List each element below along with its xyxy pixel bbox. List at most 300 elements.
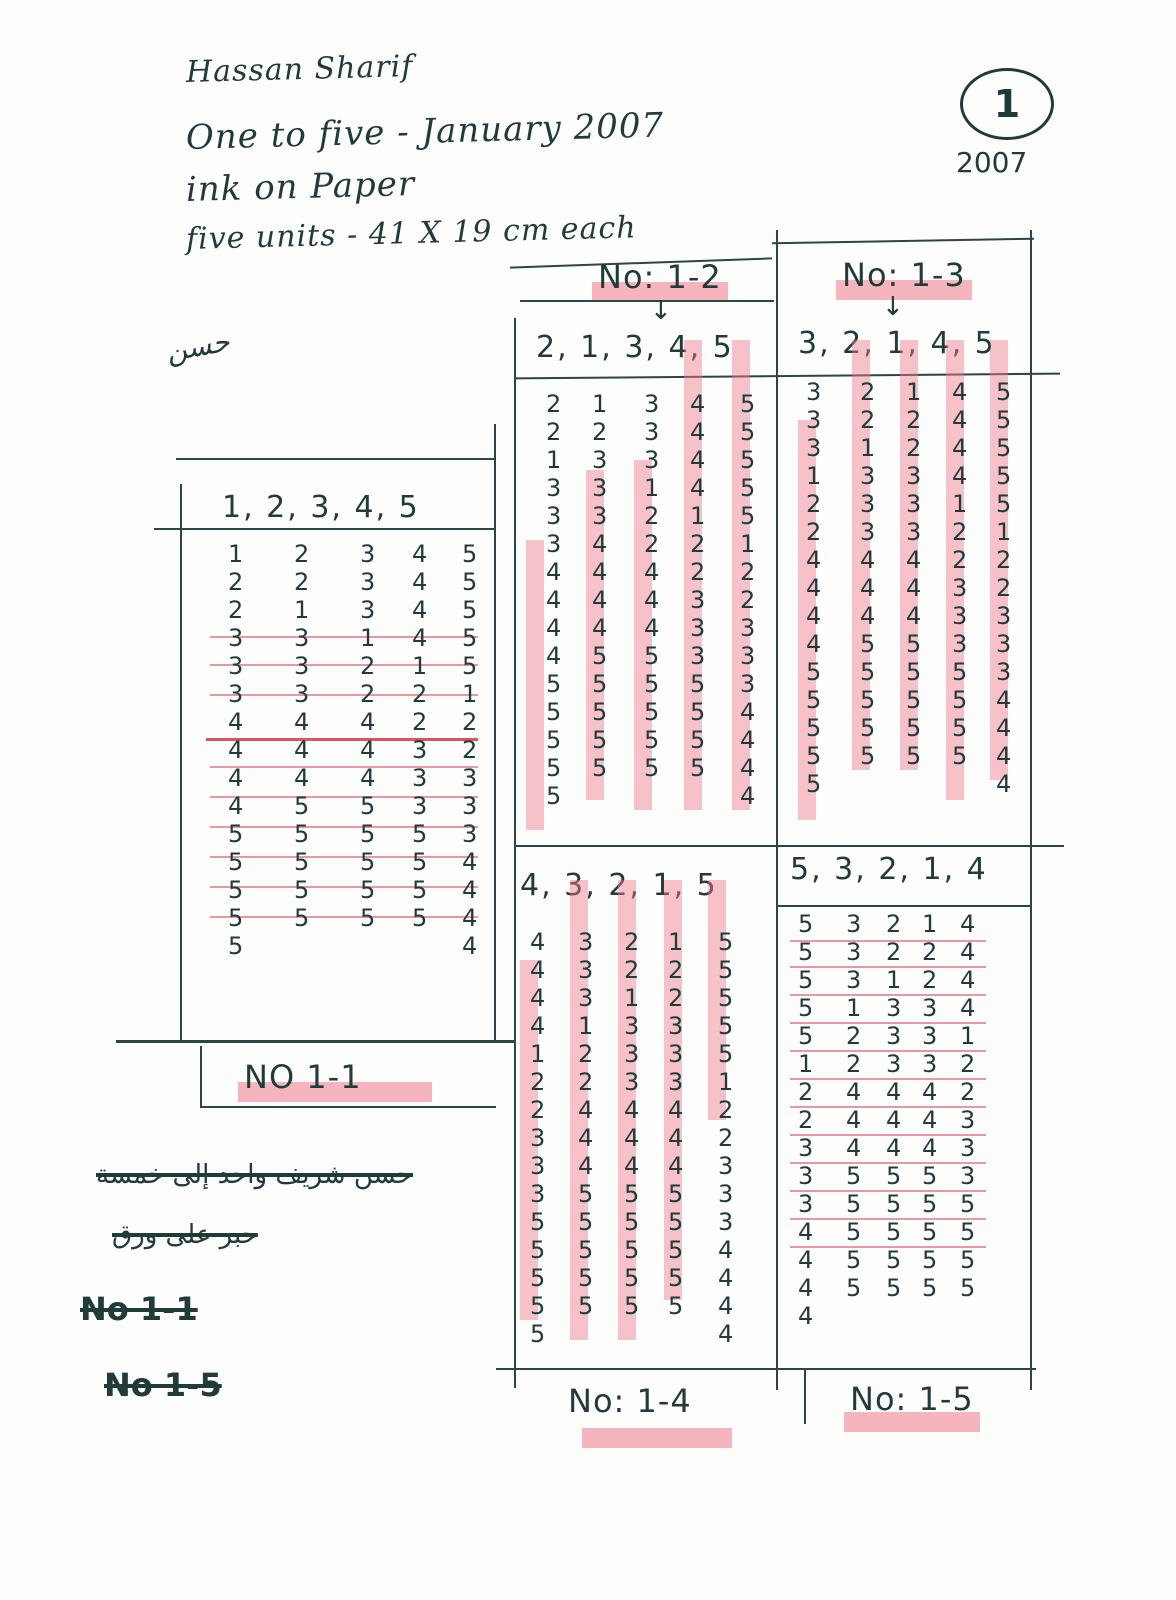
number-cell: 4: [462, 848, 478, 876]
number-cell: 1: [412, 652, 428, 680]
number-cell: 3: [546, 530, 562, 558]
number-cell: 5: [668, 1208, 684, 1236]
number-cell: 2: [530, 1068, 546, 1096]
number-cell: 3: [806, 378, 822, 406]
panel-1-3-sequence: 3, 2, 1, 4, 5: [798, 326, 996, 361]
panel-1-1-column-2: [294, 540, 309, 932]
number-cell: 5: [922, 1274, 938, 1302]
number-cell: 4: [294, 764, 310, 792]
number-cell: 2: [644, 502, 660, 530]
number-cell: 5: [798, 910, 814, 938]
number-cell: 5: [996, 434, 1012, 462]
number-cell: 4: [690, 446, 706, 474]
number-cell: 5: [360, 792, 376, 820]
number-cell: 5: [690, 726, 706, 754]
number-cell: 5: [996, 490, 1012, 518]
number-cell: 1: [592, 390, 608, 418]
arrow-down-icon: ↓: [650, 296, 672, 326]
number-cell: 4: [996, 770, 1012, 798]
number-cell: 4: [462, 876, 478, 904]
number-cell: 5: [690, 670, 706, 698]
number-cell: 3: [690, 642, 706, 670]
panel-1-5-label: No: 1-5: [850, 1380, 974, 1418]
number-cell: 2: [690, 530, 706, 558]
number-cell: 5: [718, 928, 734, 956]
number-cell: 3: [996, 602, 1012, 630]
number-cell: 5: [690, 754, 706, 782]
number-cell: 5: [922, 1162, 938, 1190]
number-cell: 2: [860, 378, 876, 406]
frame-line: [1030, 230, 1032, 1390]
number-cell: 3: [690, 586, 706, 614]
number-cell: 5: [860, 742, 876, 770]
number-cell: 4: [806, 630, 822, 658]
number-cell: 4: [798, 1302, 814, 1330]
number-cell: 2: [592, 418, 608, 446]
number-cell: 5: [806, 658, 822, 686]
number-cell: 3: [644, 390, 660, 418]
number-cell: 5: [806, 742, 822, 770]
panel-1-4-column-4: [668, 928, 683, 1320]
number-cell: 4: [886, 1134, 902, 1162]
number-cell: 3: [412, 792, 428, 820]
panel-1-1-column-4: [412, 540, 427, 932]
number-cell: 2: [690, 558, 706, 586]
number-cell: 5: [798, 994, 814, 1022]
number-cell: 4: [578, 1096, 594, 1124]
crossed-note-2: No 1-5: [104, 1366, 222, 1404]
panel-1-5-column-2: [846, 910, 861, 1302]
red-stroke: [210, 796, 478, 798]
crossed-arabic-note: ﺣﺴﻦ ﺷﺮﻳﻒ ﻭﺍﺣﺪ ﺇﻟﻰ ﺧﻤﺴﺔ: [96, 1160, 413, 1190]
number-cell: 3: [462, 792, 478, 820]
number-cell: 2: [886, 910, 902, 938]
number-cell: 5: [860, 714, 876, 742]
number-cell: 4: [886, 1078, 902, 1106]
number-cell: 2: [798, 1106, 814, 1134]
number-cell: 4: [644, 558, 660, 586]
number-cell: 3: [360, 596, 376, 624]
number-cell: 5: [592, 726, 608, 754]
panel-1-2-column-1: [546, 390, 561, 810]
number-cell: 2: [668, 984, 684, 1012]
number-cell: 5: [668, 1264, 684, 1292]
number-cell: 3: [960, 1106, 976, 1134]
number-cell: 5: [740, 502, 756, 530]
number-cell: 3: [860, 462, 876, 490]
number-cell: 4: [360, 736, 376, 764]
number-cell: 5: [294, 848, 310, 876]
frame-line: [176, 458, 494, 460]
number-cell: 3: [578, 956, 594, 984]
frame-line: [496, 1368, 1036, 1370]
number-cell: 5: [886, 1274, 902, 1302]
number-cell: 2: [846, 1050, 862, 1078]
number-cell: 5: [412, 904, 428, 932]
panel-1-5-column-4: [922, 910, 937, 1302]
frame-line: [154, 528, 494, 530]
number-cell: 5: [960, 1274, 976, 1302]
number-cell: 4: [592, 586, 608, 614]
frame-line: [804, 1368, 806, 1424]
number-cell: 3: [624, 1012, 640, 1040]
number-cell: 2: [228, 568, 244, 596]
panel-1-4-sequence: 4, 3, 2, 1, 5: [520, 868, 718, 903]
number-cell: 5: [798, 938, 814, 966]
number-cell: 5: [360, 904, 376, 932]
number-cell: 4: [412, 596, 428, 624]
number-cell: 3: [860, 518, 876, 546]
frame-line: [494, 424, 496, 1042]
number-cell: 5: [960, 1190, 976, 1218]
number-cell: 4: [718, 1320, 734, 1348]
number-cell: 5: [530, 1264, 546, 1292]
number-cell: 3: [952, 630, 968, 658]
number-cell: 2: [294, 568, 310, 596]
number-cell: 5: [578, 1208, 594, 1236]
number-cell: 1: [578, 1012, 594, 1040]
number-cell: 5: [644, 670, 660, 698]
number-cell: 5: [922, 1246, 938, 1274]
number-cell: 1: [922, 910, 938, 938]
frame-line: [116, 1040, 514, 1043]
number-cell: 5: [624, 1264, 640, 1292]
number-cell: 5: [996, 462, 1012, 490]
number-cell: 4: [668, 1096, 684, 1124]
number-cell: 3: [668, 1040, 684, 1068]
number-cell: 5: [360, 820, 376, 848]
number-cell: 5: [462, 540, 478, 568]
panel-1-5-column-1: [798, 910, 813, 1330]
number-cell: 3: [530, 1124, 546, 1152]
number-cell: 5: [644, 698, 660, 726]
number-cell: 4: [906, 602, 922, 630]
number-cell: 3: [806, 434, 822, 462]
number-cell: 3: [578, 928, 594, 956]
number-cell: 5: [228, 848, 244, 876]
number-cell: 3: [906, 518, 922, 546]
number-cell: 5: [740, 446, 756, 474]
number-cell: 3: [294, 652, 310, 680]
number-cell: 2: [952, 518, 968, 546]
number-cell: 4: [690, 390, 706, 418]
number-cell: 1: [996, 518, 1012, 546]
panel-1-4-column-5: [718, 928, 733, 1348]
number-cell: 5: [228, 820, 244, 848]
number-cell: 3: [886, 1050, 902, 1078]
panel-1-5-column-3: [886, 910, 901, 1302]
number-cell: 1: [740, 530, 756, 558]
number-cell: 4: [960, 938, 976, 966]
panel-1-3-column-1: [806, 378, 821, 798]
number-cell: 3: [546, 502, 562, 530]
frame-line: [514, 318, 516, 1388]
number-cell: 4: [412, 624, 428, 652]
number-cell: 3: [996, 658, 1012, 686]
number-cell: 4: [412, 568, 428, 596]
number-cell: 4: [952, 434, 968, 462]
number-cell: 2: [294, 540, 310, 568]
number-cell: 3: [846, 966, 862, 994]
number-cell: 4: [960, 994, 976, 1022]
number-cell: 5: [718, 1040, 734, 1068]
number-cell: 2: [806, 518, 822, 546]
number-cell: 5: [546, 726, 562, 754]
number-cell: 5: [624, 1236, 640, 1264]
panel-1-2-column-5: [740, 390, 755, 810]
number-cell: 5: [740, 474, 756, 502]
number-cell: 5: [644, 642, 660, 670]
number-cell: 4: [860, 602, 876, 630]
panel-1-2-column-2: [592, 390, 607, 782]
number-cell: 3: [806, 406, 822, 434]
number-cell: 4: [952, 462, 968, 490]
number-cell: 5: [412, 848, 428, 876]
number-cell: 5: [718, 1012, 734, 1040]
number-cell: 5: [960, 1218, 976, 1246]
artist-name: Hassan Sharif: [185, 49, 414, 90]
number-cell: 3: [228, 624, 244, 652]
number-cell: 4: [360, 764, 376, 792]
number-cell: 4: [806, 602, 822, 630]
number-cell: 3: [960, 1134, 976, 1162]
number-cell: 4: [294, 736, 310, 764]
number-cell: 4: [960, 966, 976, 994]
number-cell: 5: [740, 418, 756, 446]
number-cell: 1: [860, 434, 876, 462]
number-cell: 3: [922, 1050, 938, 1078]
number-cell: 5: [462, 568, 478, 596]
number-cell: 5: [996, 406, 1012, 434]
artwork-dimensions: five units - 41 X 19 cm each: [185, 210, 638, 257]
number-cell: 5: [718, 984, 734, 1012]
frame-line: [776, 230, 778, 1390]
number-cell: 3: [718, 1152, 734, 1180]
number-cell: 3: [952, 602, 968, 630]
number-cell: 4: [906, 574, 922, 602]
number-cell: 5: [360, 876, 376, 904]
number-cell: 5: [412, 876, 428, 904]
number-cell: 1: [360, 624, 376, 652]
number-cell: 3: [886, 1022, 902, 1050]
number-cell: 4: [530, 956, 546, 984]
panel-1-1-sequence: 1, 2, 3, 4, 5: [222, 490, 420, 525]
number-cell: 3: [690, 614, 706, 642]
crossed-arabic-note: ﺣﺒﺮ ﻋﻠﻰ ﻭﺭﻕ: [112, 1220, 258, 1250]
number-cell: 5: [806, 686, 822, 714]
number-cell: 3: [462, 820, 478, 848]
number-cell: 4: [846, 1078, 862, 1106]
number-cell: 1: [806, 462, 822, 490]
number-cell: 5: [718, 956, 734, 984]
number-cell: 2: [530, 1096, 546, 1124]
number-cell: 4: [546, 558, 562, 586]
number-cell: 4: [668, 1124, 684, 1152]
number-cell: 5: [690, 698, 706, 726]
number-cell: 2: [360, 652, 376, 680]
number-cell: 1: [690, 502, 706, 530]
red-stroke: [210, 856, 478, 858]
number-cell: 5: [952, 742, 968, 770]
panel-1-3-column-4: [952, 378, 967, 770]
red-stroke: [210, 664, 478, 666]
number-cell: 3: [668, 1068, 684, 1096]
number-cell: 2: [996, 546, 1012, 574]
number-cell: 4: [860, 574, 876, 602]
number-cell: 3: [294, 624, 310, 652]
number-cell: 4: [644, 614, 660, 642]
number-cell: 4: [718, 1236, 734, 1264]
number-cell: 2: [740, 558, 756, 586]
number-cell: 3: [644, 446, 660, 474]
number-cell: 5: [644, 754, 660, 782]
number-cell: 2: [906, 434, 922, 462]
number-cell: 3: [718, 1180, 734, 1208]
number-cell: 3: [624, 1068, 640, 1096]
number-cell: 4: [624, 1152, 640, 1180]
number-cell: 3: [228, 652, 244, 680]
number-cell: 5: [624, 1208, 640, 1236]
number-cell: 3: [740, 670, 756, 698]
panel-1-5-sequence: 5, 3, 2, 1, 4: [790, 852, 988, 887]
number-cell: 4: [718, 1264, 734, 1292]
number-cell: 3: [740, 642, 756, 670]
number-cell: 3: [530, 1180, 546, 1208]
number-cell: 4: [740, 754, 756, 782]
panel-1-4-label: No: 1-4: [568, 1382, 692, 1420]
number-cell: 5: [546, 698, 562, 726]
number-cell: 2: [624, 956, 640, 984]
number-cell: 5: [644, 726, 660, 754]
panel-1-3-column-3: [906, 378, 921, 770]
number-cell: 1: [228, 540, 244, 568]
number-cell: 2: [906, 406, 922, 434]
number-cell: 3: [886, 994, 902, 1022]
number-cell: 5: [546, 754, 562, 782]
number-cell: 5: [578, 1180, 594, 1208]
number-cell: 4: [624, 1124, 640, 1152]
number-cell: 1: [668, 928, 684, 956]
number-cell: 4: [952, 406, 968, 434]
number-cell: 5: [578, 1236, 594, 1264]
number-cell: 3: [860, 490, 876, 518]
number-cell: 3: [592, 474, 608, 502]
number-cell: 5: [530, 1236, 546, 1264]
arabic-signature: حسن: [163, 324, 232, 369]
number-cell: 1: [546, 446, 562, 474]
number-cell: 4: [462, 904, 478, 932]
number-cell: 5: [668, 1236, 684, 1264]
number-cell: 4: [228, 764, 244, 792]
panel-1-4-column-1: [530, 928, 545, 1348]
number-cell: 4: [644, 586, 660, 614]
number-cell: 4: [718, 1292, 734, 1320]
artwork-medium: ink on Paper: [185, 164, 416, 210]
red-stroke: [210, 694, 478, 696]
number-cell: 3: [462, 764, 478, 792]
number-cell: 4: [546, 586, 562, 614]
number-cell: 4: [412, 540, 428, 568]
number-cell: 2: [412, 708, 428, 736]
number-cell: 1: [624, 984, 640, 1012]
number-cell: 2: [462, 736, 478, 764]
number-cell: 4: [996, 742, 1012, 770]
number-cell: 4: [922, 1134, 938, 1162]
number-cell: 4: [740, 726, 756, 754]
frame-line: [514, 373, 1060, 380]
number-cell: 4: [798, 1246, 814, 1274]
panel-1-2-label: No: 1-2: [598, 258, 722, 296]
number-cell: 2: [668, 956, 684, 984]
number-cell: 3: [228, 680, 244, 708]
frame-line: [778, 905, 1032, 907]
number-cell: 5: [860, 630, 876, 658]
number-cell: 5: [546, 670, 562, 698]
red-stroke: [210, 826, 478, 828]
number-cell: 5: [860, 658, 876, 686]
artwork-title: One to five - January 2007: [185, 105, 665, 158]
number-cell: 4: [530, 1012, 546, 1040]
number-cell: 4: [740, 782, 756, 810]
number-cell: 2: [718, 1096, 734, 1124]
number-cell: 2: [578, 1040, 594, 1068]
number-cell: 5: [294, 820, 310, 848]
number-cell: 2: [860, 406, 876, 434]
number-cell: 5: [846, 1218, 862, 1246]
panel-1-4-column-2: [578, 928, 593, 1320]
number-cell: 3: [624, 1040, 640, 1068]
red-stroke: [210, 636, 478, 638]
frame-line: [520, 300, 774, 302]
number-cell: 3: [644, 418, 660, 446]
number-cell: 5: [360, 848, 376, 876]
crossed-note-1: No 1-1: [80, 1290, 198, 1328]
number-cell: 1: [644, 474, 660, 502]
number-cell: 4: [546, 614, 562, 642]
number-cell: 4: [806, 546, 822, 574]
panel-1-3-column-2: [860, 378, 875, 770]
number-cell: 5: [578, 1292, 594, 1320]
number-cell: 3: [294, 680, 310, 708]
number-cell: 5: [886, 1218, 902, 1246]
number-cell: 5: [996, 378, 1012, 406]
number-cell: 2: [960, 1050, 976, 1078]
number-cell: 4: [578, 1124, 594, 1152]
number-cell: 5: [906, 742, 922, 770]
number-cell: 5: [952, 714, 968, 742]
number-cell: 4: [624, 1096, 640, 1124]
number-cell: 5: [228, 876, 244, 904]
number-cell: 3: [578, 984, 594, 1012]
number-cell: 5: [886, 1190, 902, 1218]
number-cell: 5: [412, 820, 428, 848]
number-cell: 5: [846, 1274, 862, 1302]
panel-1-1-label: NO 1-1: [244, 1058, 362, 1096]
number-cell: 5: [922, 1190, 938, 1218]
panel-1-1-column-1: [228, 540, 243, 960]
number-cell: 5: [960, 1246, 976, 1274]
number-cell: 4: [228, 792, 244, 820]
frame-line: [514, 845, 1064, 847]
number-cell: 2: [644, 530, 660, 558]
number-cell: 1: [846, 994, 862, 1022]
number-cell: 3: [906, 490, 922, 518]
number-cell: 5: [546, 782, 562, 810]
number-cell: 2: [546, 390, 562, 418]
number-cell: 5: [294, 876, 310, 904]
number-cell: 2: [886, 938, 902, 966]
number-cell: 4: [922, 1106, 938, 1134]
